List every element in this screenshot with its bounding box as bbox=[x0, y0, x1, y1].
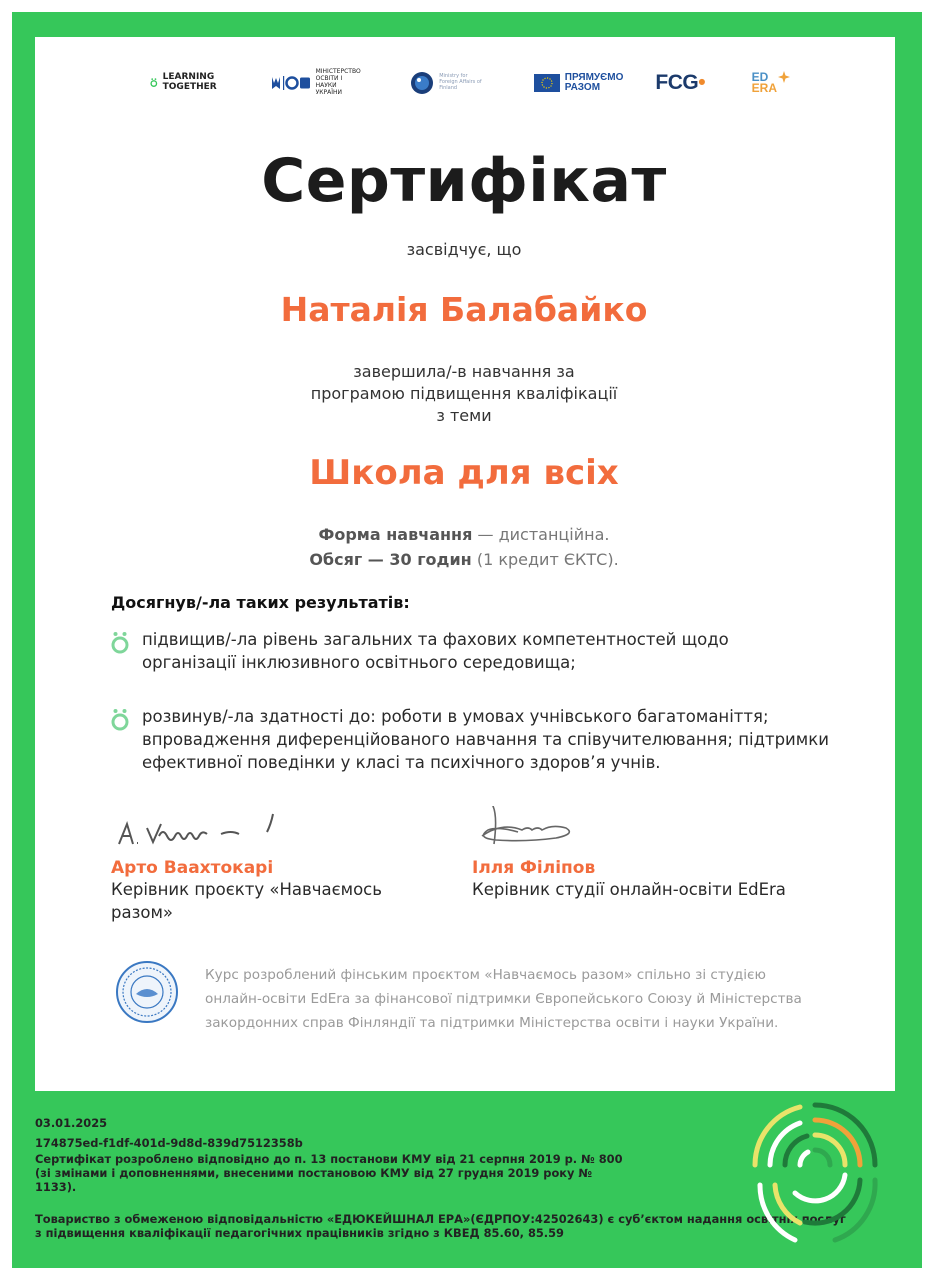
volume-value: (1 кредит ЄКТС). bbox=[471, 550, 619, 569]
learning-together-text: LEARNING TOGETHER bbox=[162, 72, 217, 92]
result-text: підвищив/-ла рівень загальних та фахових компетентностей щодо організації інклюзивного освітнього середовища; bbox=[142, 630, 729, 672]
recipient-name: Наталія Балабайко bbox=[280, 290, 648, 329]
finland-text: Ministry for Foreign Affairs of Finland bbox=[439, 73, 482, 91]
course-title: Школа для всіх bbox=[309, 453, 619, 493]
bullet-icon bbox=[110, 628, 132, 674]
certificate-id: 174875ed-f1df-401d-9d8d-839d7512358b bbox=[35, 1136, 303, 1150]
course-details bbox=[0, 522, 928, 572]
volume-line bbox=[0, 547, 928, 572]
star-icon bbox=[778, 71, 790, 83]
signature-image bbox=[111, 806, 291, 854]
edera-logo bbox=[752, 72, 790, 94]
finland-globe-icon bbox=[410, 71, 434, 95]
edera-text: ED ERA bbox=[751, 70, 777, 95]
completed-line: завершила/-в навчання за bbox=[353, 362, 575, 381]
signatory-block bbox=[111, 806, 441, 924]
signatory-role: Керівник студії онлайн-освіти EdEra bbox=[472, 880, 786, 899]
signature-image bbox=[472, 806, 592, 854]
official-seal-icon bbox=[116, 961, 178, 1023]
signatory-name: Арто Ваахтокарі bbox=[111, 858, 274, 878]
finland-mfa-logo bbox=[410, 71, 487, 95]
signatory-block bbox=[472, 806, 852, 901]
issue-date: 03.01.2025 bbox=[35, 1116, 108, 1130]
results-heading: Досягнув/-ла таких результатів: bbox=[111, 593, 410, 612]
completed-text bbox=[0, 361, 928, 427]
result-item bbox=[110, 628, 792, 674]
completed-line: з теми bbox=[436, 406, 492, 425]
form-label: Форма навчання bbox=[318, 525, 473, 544]
fcg-logo bbox=[655, 71, 705, 94]
result-item bbox=[110, 705, 832, 774]
fingerprint-icon bbox=[740, 1090, 890, 1260]
ministry-text: МІНІСТЕРСТВО ОСВІТИ І НАУКИ УКРАЇНИ bbox=[315, 68, 361, 96]
eu-program-text: ПРЯМУЄМО РАЗОМ bbox=[564, 71, 624, 93]
form-line bbox=[0, 522, 928, 547]
bullet-icon bbox=[110, 705, 132, 774]
fcg-text: FCG• bbox=[655, 71, 706, 95]
eu-flag-icon bbox=[534, 74, 560, 92]
signatory-role: Керівник проєкту «Навчаємось разом» bbox=[111, 880, 382, 922]
ministry-emblem-icon bbox=[269, 74, 311, 92]
form-value: — дистанційна. bbox=[472, 525, 610, 544]
decree-text: Сертифікат розроблено відповідно до п. 13 постанови КМУ від 21 серпня 2019 р. № 800 (зі змінами і доповненнями, внесеними постановою КМУ від 27 грудня 2019 року № 1133). bbox=[35, 1152, 623, 1194]
result-text: розвинув/-ла здатності до: роботи в умовах учнівського багатоманіття; впровадження диференційованого навчання та співучителювання; підтримки ефективної поведінки у класі та психічного здоров’я учнів. bbox=[142, 707, 829, 772]
ministry-logo bbox=[269, 69, 364, 97]
learning-together-icon bbox=[150, 73, 158, 93]
partner-logos bbox=[150, 62, 790, 104]
certificate-title: Сертифікат bbox=[261, 146, 667, 216]
learning-together-logo bbox=[150, 73, 222, 93]
completed-line: програмою підвищення кваліфікації bbox=[310, 384, 618, 403]
eu-program-logo bbox=[534, 71, 624, 94]
signatory-name: Ілля Філіпов bbox=[472, 858, 596, 878]
certifies-text: засвідчує, що bbox=[406, 240, 522, 259]
volume-label: Обсяг — 30 годин bbox=[309, 550, 472, 569]
company-text: Товариство з обмеженою відповідальністю «ЕДЮКЕЙШНАЛ ЕРА»(ЄДРПОУ:42502643) є суб’єктом надання освітніх послуг з підвищення кваліфікації педагогічних працівників згідно з КВЕД 85.60, 85.59 bbox=[35, 1212, 846, 1240]
course-note: Курс розроблений фінським проєктом «Навчаємось разом» спільно зі студією онлайн-освіти EdEra за фінансової підтримки Європейського Союзу й Міністерства закордонних справ Фінляндії та підтримки Міністерства освіти і науки України. bbox=[205, 967, 802, 1031]
